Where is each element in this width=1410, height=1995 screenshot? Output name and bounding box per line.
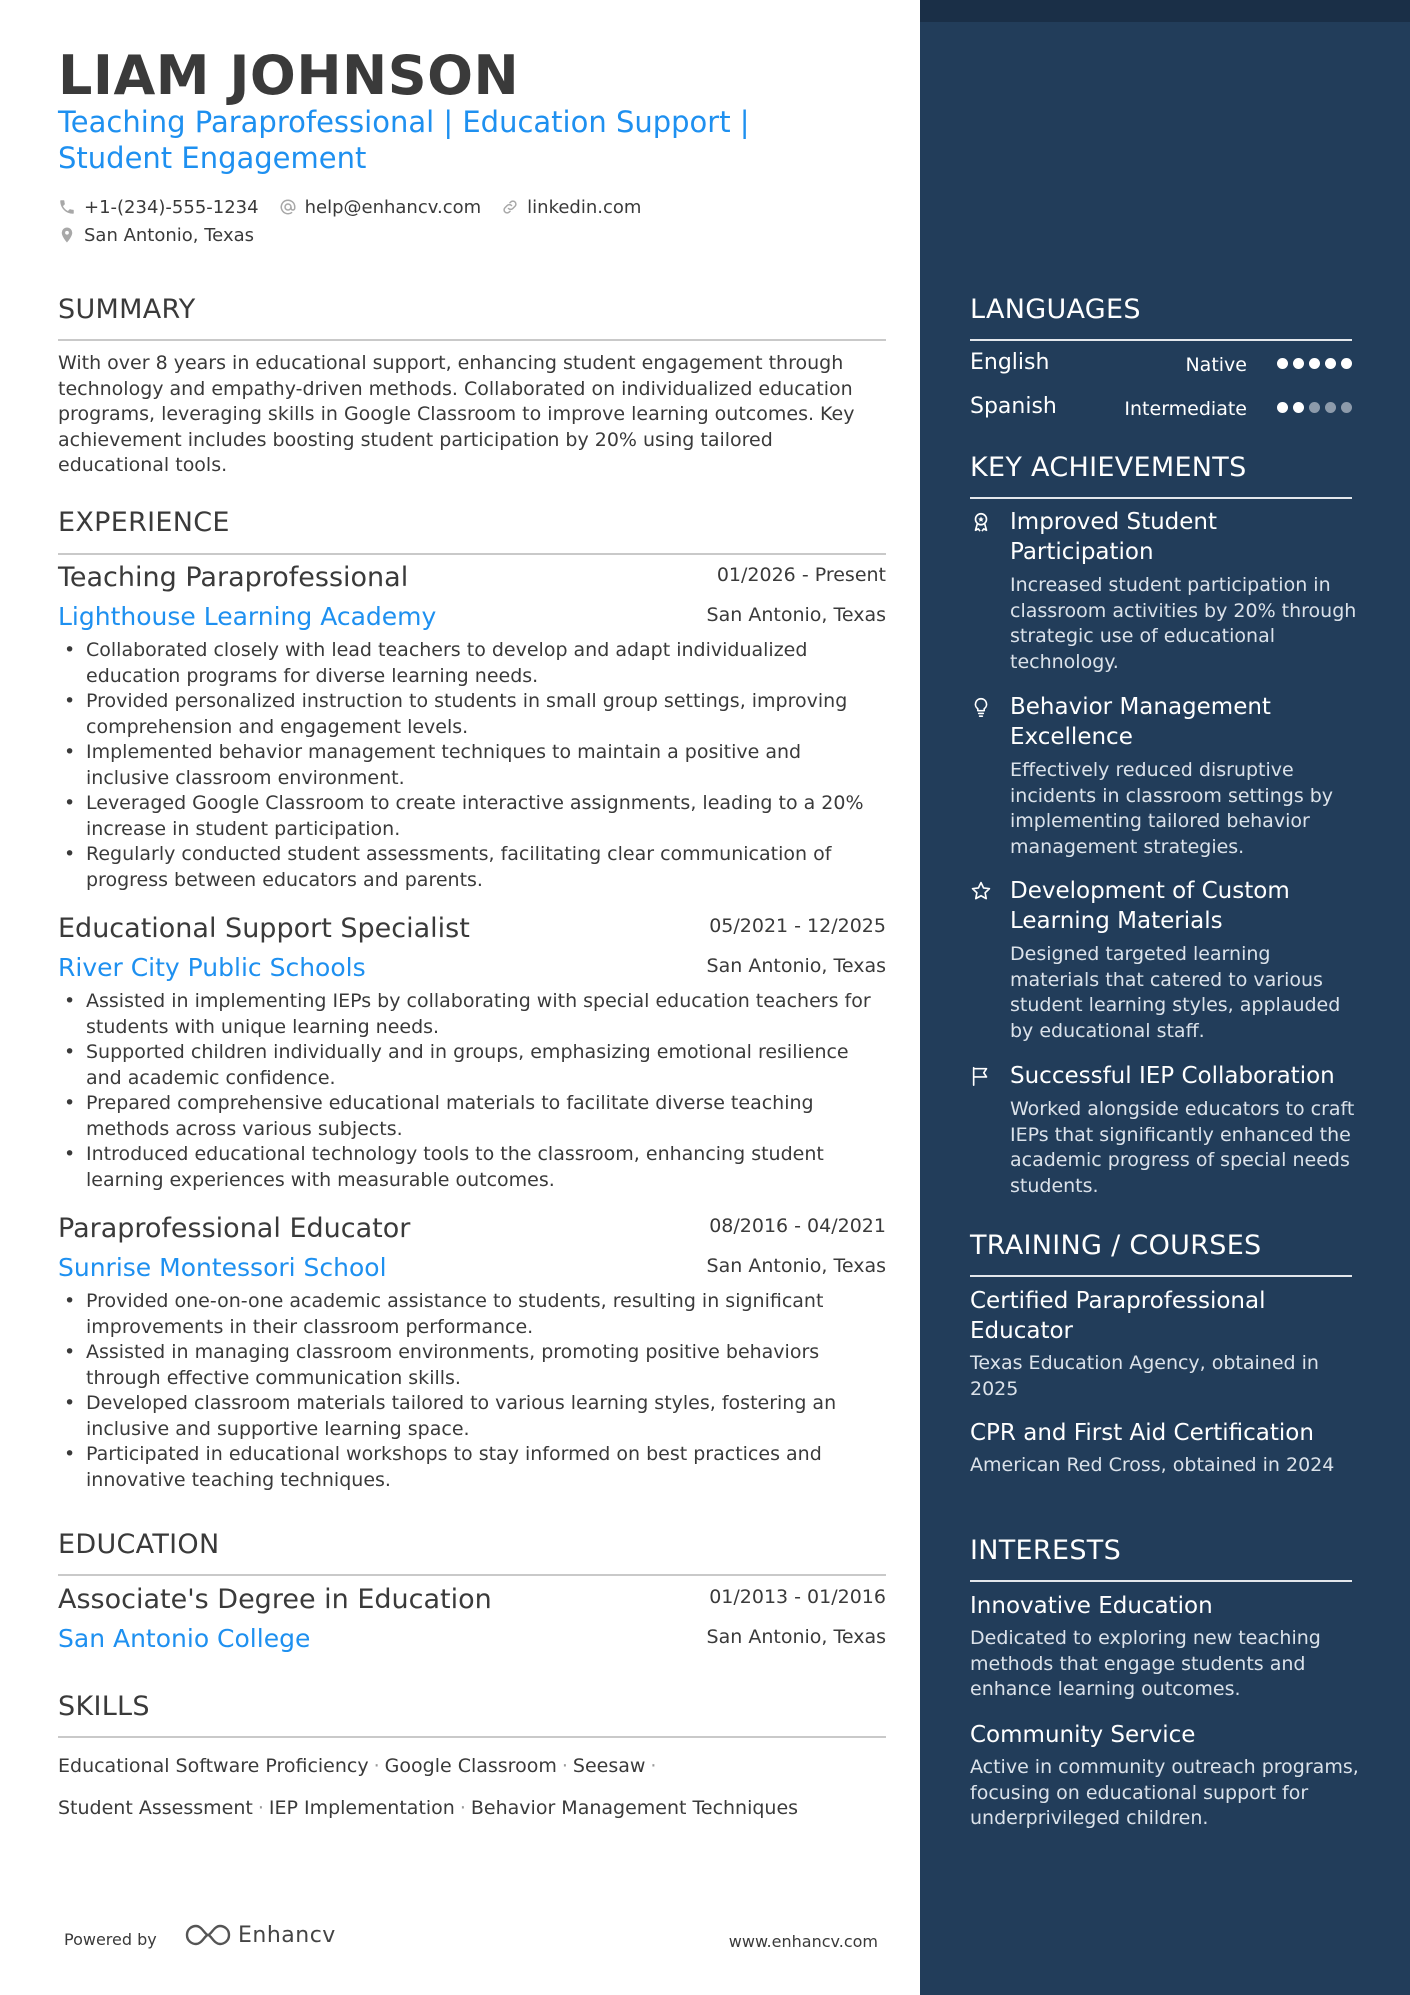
- training-description: American Red Cross, obtained in 2024: [970, 1454, 1335, 1476]
- interest-description: Dedicated to exploring new teaching methods that engage students and enhance learning outcomes.: [970, 1627, 1321, 1700]
- education-dates: 01/2013 - 01/2016: [709, 1586, 886, 1608]
- interests-heading: INTERESTS: [970, 1535, 1122, 1566]
- contact-linkedin[interactable]: [501, 197, 641, 218]
- skill-tag: Educational Software Proficiency: [58, 1755, 369, 1777]
- education-entry: [58, 1584, 886, 1660]
- job-organization[interactable]: Lighthouse Learning Academy: [58, 602, 437, 631]
- language-name: Spanish: [970, 394, 1057, 419]
- skills-heading: SKILLS: [58, 1691, 150, 1722]
- candidate-name: LIAM JOHNSON: [58, 44, 520, 107]
- achievement-item: [970, 692, 1360, 860]
- summary-divider: [58, 339, 886, 341]
- skill-tag: Google Classroom: [384, 1755, 557, 1777]
- star-icon: [970, 880, 992, 902]
- job-dates: 05/2021 - 12/2025: [709, 915, 886, 937]
- training-divider: [970, 1275, 1352, 1277]
- achievement-item: [970, 876, 1360, 1044]
- interest-item: [970, 1591, 1360, 1703]
- interest-description: Active in community outreach programs, focusing on educational support for underprivileged children.: [970, 1756, 1359, 1829]
- summary-text: With over 8 years in educational support, enhancing student engagement through technology and empathy-driven methods. Collaborated on individualized education programs, leveraging skills in Google Classroom to improve learning outcomes. Key achievement includes boosting student participation by 20% using tailored educational tools.: [58, 352, 855, 476]
- job-bullets: [58, 638, 886, 893]
- bullet-item: • Introduced educational technology tools to the classroom, enhancing student learning experiences with measurable outcomes.: [58, 1142, 886, 1193]
- bullet-item: • Leveraged Google Classroom to create interactive assignments, leading to a 20% increase in student participation.: [58, 791, 886, 842]
- email-text: help@enhancv.com: [304, 196, 482, 218]
- job-location: San Antonio, Texas: [706, 604, 886, 626]
- job-location: San Antonio, Texas: [706, 1255, 886, 1277]
- skill-tag: Behavior Management Techniques: [470, 1797, 799, 1819]
- bullet-item: • Provided personalized instruction to students in small group settings, improving comprehension and engagement levels.: [58, 689, 886, 740]
- achievement-item: [970, 507, 1360, 675]
- job-entry: [58, 913, 886, 1193]
- footer-url[interactable]: www.enhancv.com: [728, 1932, 878, 1951]
- job-entry: [58, 562, 886, 893]
- contact-email[interactable]: [279, 197, 482, 218]
- education-location: San Antonio, Texas: [706, 1626, 886, 1648]
- education-divider: [58, 1574, 886, 1576]
- sidebar-top-band: [920, 0, 1410, 22]
- linkedin-text: linkedin.com: [527, 196, 642, 218]
- degree-title: Associate's Degree in Education: [58, 1584, 492, 1615]
- bullet-item: • Assisted in managing classroom environments, promoting positive behaviors through effective communication skills.: [58, 1340, 886, 1391]
- rating-dot-filled: [1325, 358, 1336, 369]
- bullet-item: • Regularly conducted student assessments, facilitating clear communication of progress between educators and parents.: [58, 842, 886, 893]
- rating-dot-empty: [1325, 402, 1336, 413]
- job-bullets: [58, 1289, 886, 1493]
- location-pin-icon: [58, 226, 76, 244]
- sidebar: [920, 0, 1410, 1995]
- rating-dot-filled: [1341, 358, 1352, 369]
- language-rating: [1272, 358, 1352, 369]
- rating-dot-filled: [1293, 402, 1304, 413]
- bullet-item: • Implemented behavior management techniques to maintain a positive and inclusive classroom environment.: [58, 740, 886, 791]
- skill-separator: ·: [257, 1797, 264, 1819]
- rating-dot-filled: [1309, 358, 1320, 369]
- job-title: Educational Support Specialist: [58, 913, 470, 944]
- job-dates: 08/2016 - 04/2021: [709, 1215, 886, 1237]
- language-row: [970, 350, 1352, 380]
- training-title: CPR and First Aid Certification: [970, 1420, 1314, 1446]
- rating-dot-filled: [1293, 358, 1304, 369]
- job-organization[interactable]: River City Public Schools: [58, 953, 366, 982]
- rating-dot-filled: [1277, 402, 1288, 413]
- language-row: [970, 394, 1352, 424]
- achievement-title: Behavior Management Excellence: [1010, 694, 1271, 750]
- bullet-item: • Collaborated closely with lead teachers to develop and adapt individualized education programs for diverse learning needs.: [58, 638, 886, 689]
- bullet-item: • Assisted in implementing IEPs by collaborating with special education teachers for students with unique learning needs.: [58, 989, 886, 1040]
- training-item: [970, 1286, 1360, 1402]
- interests-divider: [970, 1580, 1352, 1582]
- powered-by-label: Powered by: [64, 1930, 157, 1949]
- language-rating: [1272, 402, 1352, 413]
- contact-phone[interactable]: [58, 197, 259, 218]
- training-description: Texas Education Agency, obtained in 2025: [970, 1352, 1319, 1400]
- achievement-description: Effectively reduced disruptive incidents in classroom settings by implementing tailored behavior management strategies.: [1010, 759, 1334, 858]
- candidate-tagline: Teaching Paraprofessional | Education Support | Student Engagement: [58, 105, 750, 175]
- language-level: Intermediate: [1124, 398, 1247, 420]
- interest-item: [970, 1720, 1360, 1832]
- rating-dot-empty: [1341, 402, 1352, 413]
- job-organization[interactable]: Sunrise Montessori School: [58, 1253, 387, 1282]
- achievements-heading: KEY ACHIEVEMENTS: [970, 452, 1247, 483]
- achievement-item: [970, 1061, 1360, 1199]
- achievement-title: Development of Custom Learning Materials: [1010, 878, 1290, 934]
- job-location: San Antonio, Texas: [706, 955, 886, 977]
- job-bullets: [58, 989, 886, 1193]
- at-icon: [279, 198, 297, 216]
- contact-info: [58, 193, 661, 249]
- language-level: Native: [1185, 354, 1247, 376]
- achievement-description: Increased student participation in classroom activities by 20% through strategic use of educational technology.: [1010, 574, 1357, 673]
- job-entry: [58, 1213, 886, 1493]
- achievement-title: Improved Student Participation: [1010, 509, 1218, 565]
- language-name: English: [970, 350, 1050, 375]
- rating-dot-empty: [1309, 402, 1320, 413]
- school-name[interactable]: San Antonio College: [58, 1624, 311, 1653]
- achievement-description: Designed targeted learning materials that catered to various student learning styles, applauded by educational staff.: [1010, 943, 1341, 1042]
- lightbulb-icon: [970, 696, 992, 718]
- training-heading: TRAINING / COURSES: [970, 1230, 1262, 1261]
- job-title: Paraprofessional Educator: [58, 1213, 411, 1244]
- skill-separator: ·: [561, 1755, 568, 1777]
- bullet-item: • Participated in educational workshops to stay informed on best practices and innovative teaching techniques.: [58, 1442, 886, 1493]
- skills-list: [58, 1745, 888, 1829]
- link-icon: [501, 198, 519, 216]
- interest-title: Community Service: [970, 1722, 1196, 1748]
- enhancv-logo[interactable]: [184, 1920, 336, 1950]
- enhancv-logo-text: Enhancv: [238, 1922, 336, 1948]
- contact-location: [58, 225, 254, 246]
- skill-tag: IEP Implementation: [268, 1797, 455, 1819]
- education-heading: EDUCATION: [58, 1529, 220, 1560]
- skill-separator: ·: [459, 1797, 466, 1819]
- bullet-item: • Supported children individually and in groups, emphasizing emotional resilience and academic confidence.: [58, 1040, 886, 1091]
- achievements-divider: [970, 497, 1352, 499]
- location-text: San Antonio, Texas: [84, 224, 254, 246]
- job-dates: 01/2026 - Present: [716, 564, 886, 586]
- skill-separator: ·: [650, 1755, 657, 1777]
- achievement-description: Worked alongside educators to craft IEPs that significantly enhanced the academic progress of special needs students.: [1010, 1098, 1355, 1197]
- achievement-title: Successful IEP Collaboration: [1010, 1063, 1335, 1089]
- skill-tag: Seesaw: [572, 1755, 646, 1777]
- experience-divider: [58, 553, 886, 555]
- experience-heading: EXPERIENCE: [58, 507, 230, 538]
- enhancv-logo-icon: [184, 1920, 232, 1950]
- interest-title: Innovative Education: [970, 1593, 1213, 1619]
- skill-separator: ·: [373, 1755, 380, 1777]
- award-icon: [970, 511, 992, 533]
- bullet-item: • Developed classroom materials tailored to various learning styles, fostering an inclusive and supportive learning space.: [58, 1391, 886, 1442]
- summary-heading: SUMMARY: [58, 294, 196, 325]
- skills-divider: [58, 1736, 886, 1738]
- skill-tag: Student Assessment: [58, 1797, 253, 1819]
- rating-dot-filled: [1277, 358, 1288, 369]
- training-title: Certified Paraprofessional Educator: [970, 1288, 1266, 1344]
- phone-text: +1-(234)-555-1234: [84, 196, 259, 218]
- training-item: [970, 1418, 1360, 1479]
- job-title: Teaching Paraprofessional: [58, 562, 409, 593]
- phone-icon: [58, 198, 76, 216]
- languages-heading: LANGUAGES: [970, 294, 1141, 325]
- languages-divider: [970, 339, 1352, 341]
- flag-icon: [970, 1065, 992, 1087]
- bullet-item: • Provided one-on-one academic assistance to students, resulting in significant improvements in their classroom performance.: [58, 1289, 886, 1340]
- bullet-item: • Prepared comprehensive educational materials to facilitate diverse teaching methods across various subjects.: [58, 1091, 886, 1142]
